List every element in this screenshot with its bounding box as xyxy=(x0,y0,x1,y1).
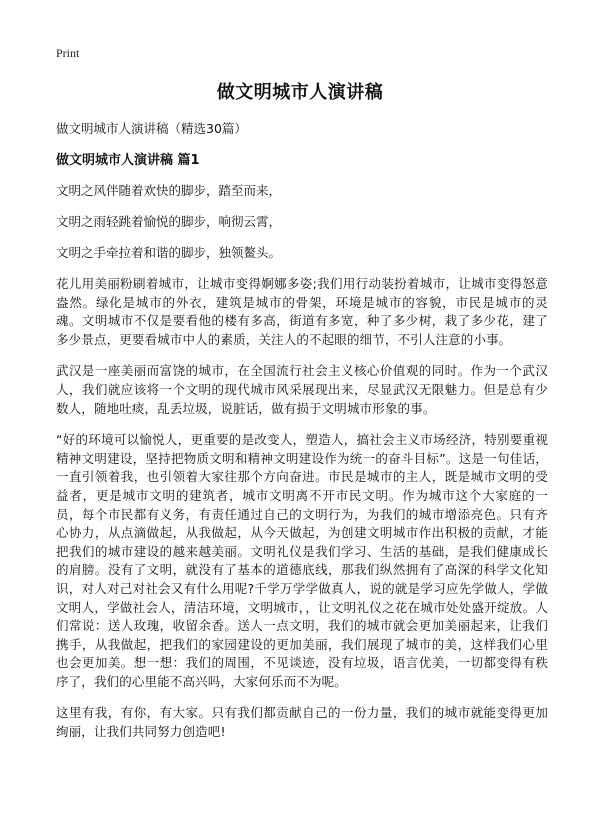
document-body xyxy=(56,120,548,755)
paragraph-4: 这里有我，有你，有大家。只有我们都贡献自己的一份力量，我们的城市就能变得更加绚丽，让我们共同努力创造吧! xyxy=(56,705,548,740)
paragraph-2: 武汉是一座美丽而富饶的城市，在全国流行社会主义核心价值观的同时。作为一个武汉人，我们就应该将一个文明的现代城市风采展现出来，尽显武汉无限魅力。但是总有少数人，随地吐痰，乱丢垃圾，说脏话，做有损于文明城市形象的事。 xyxy=(56,363,548,416)
print-link[interactable]: Print xyxy=(56,46,80,60)
document-subtitle: 做文明城市人演讲稿（精选30篇） xyxy=(56,121,247,136)
section-title: 做文明城市人演讲稿 篇1 xyxy=(56,153,200,168)
paragraph-3: “好的环境可以愉悦人，更重要的是改变人，塑造人，搞社会主义市场经济，特别要重视精神文明建设，坚持把物质文明和精神文明建设作为统一的奋斗目标”。这是一句佳话，一直引领着我，也引领着大家往那个方向奋进。市民是城市的主人，既是城市文明的受益者，更是城市文明的建筑者，城市文明离不开市民文明。作为城市这个大家庭的一员，每个市民都有义务，有责任通过自己的文明行为，为我们的城市增添亮色。只有齐心协力，从点滴做起，从我做起，从今天做起，为创建文明城市作出积极的贡献，才能把我们的城市建设的越来越美丽。文明礼仪是我们学习、生活的基础，是我们健康成长的肩膀。没有了文明，就没有了基本的道德底线，那我们纵然拥有了高深的科学文化知识，对人对己对社会又有什么用呢?千学万学学做真人，说的就是学习应先学做人，学做文明人，学做社会人，清洁环境，文明城市，，让文明礼仪之花在城市处处盛开绽放。人们常说：送人玫瑰，收留余香。送人一点文明，我们的城市就会更加美丽起来，让我们携手，从我做起，把我们的家园建设的更加美丽，我们展现了城市的美，这样我们心里也会更加美。想一想：我们的周围，不见谈迹，没有垃圾，语言优美，一切都变得有秩序了，我们的心里能不高兴吗，大家何乐而不为呢。 xyxy=(56,432,548,689)
verse-line-1: 文明之风伴随着欢快的脚步，踏至而来， xyxy=(56,183,282,198)
verse-line-3: 文明之手牵拉着和谐的脚步，独领鳌头。 xyxy=(56,245,282,260)
page-title: 做文明城市人演讲稿 xyxy=(216,82,384,103)
paragraph-1: 花儿用美丽粉刷着城市，让城市变得婀娜多姿;我们用行动装扮着城市，让城市变得怒意盎然。绿化是城市的外衣，建筑是城市的骨架，环境是城市的容貌，市民是城市的灵魂。文明城市不仅是要看他的楼有多高，街道有多宽，种了多少树，栽了多少花，建了多少景点，更要看城市中人的素质，关注人的不起眼的细节，不引人注意的小事。 xyxy=(56,276,548,347)
verse-line-2: 文明之雨轻跳着愉悦的脚步，响彻云霄， xyxy=(56,214,282,229)
